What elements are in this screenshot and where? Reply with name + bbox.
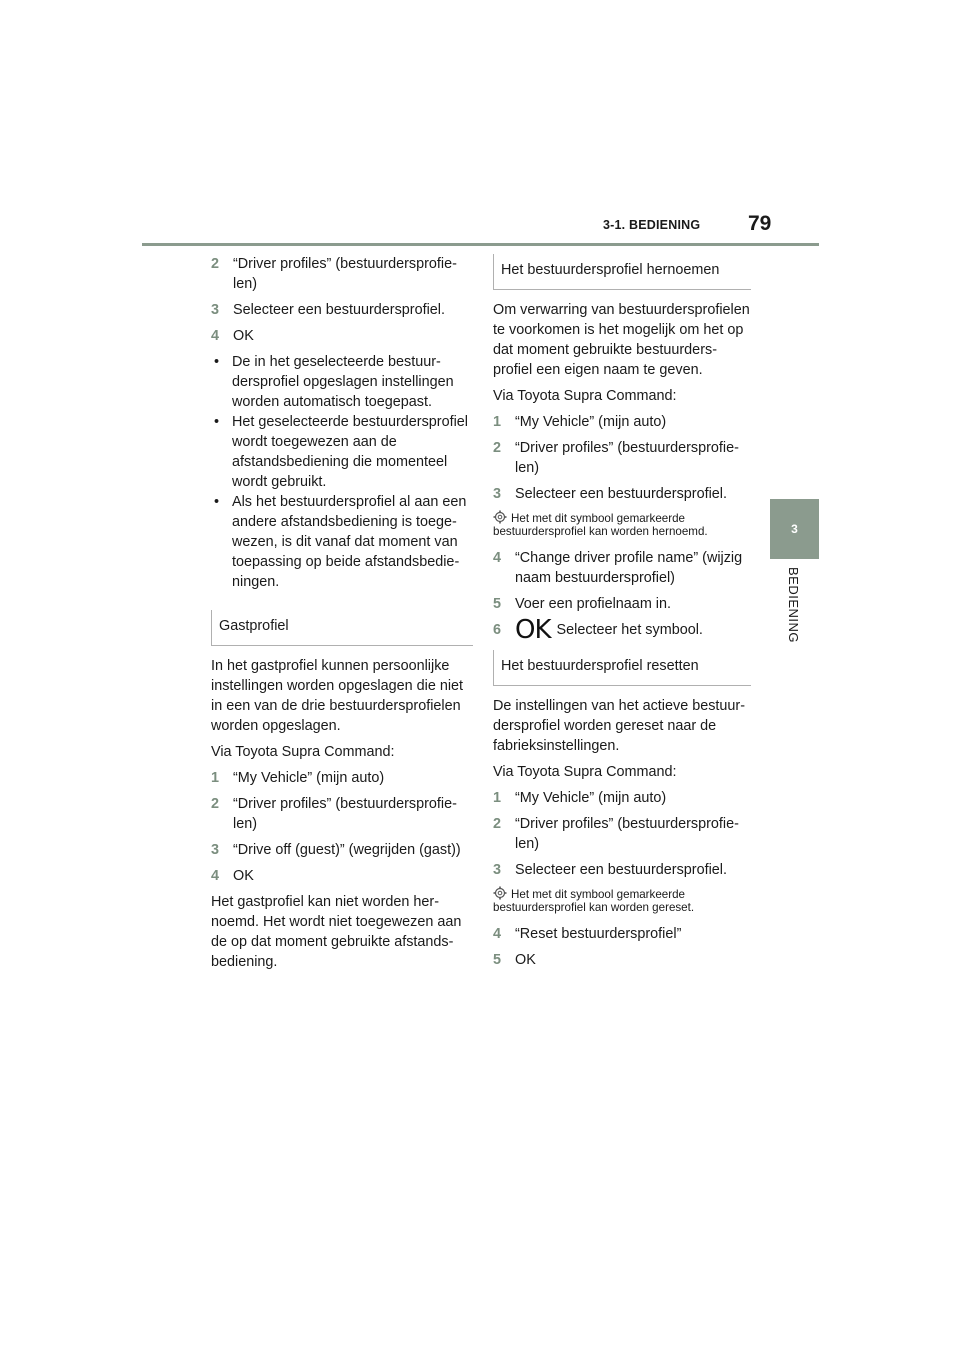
header-rule xyxy=(142,243,819,246)
step xyxy=(211,866,473,886)
bullet-text: Het geselecteerde bestuurdersprofiel wordt toegewezen aan de afstandsbediening die momenteel wordt gebruikt. xyxy=(232,414,468,490)
step-number: 3 xyxy=(493,862,502,878)
reset-intro: De instellingen van het actieve bestuurdersprofiel worden gereset naar de fabrieksinstellingen. xyxy=(493,698,745,754)
bullet-item xyxy=(211,412,473,492)
step-text: Selecteer een bestuurdersprofiel. xyxy=(515,862,727,878)
gear-icon xyxy=(493,886,507,900)
step-number: 5 xyxy=(493,952,502,968)
step xyxy=(493,438,751,478)
step-text: Selecteer een bestuurdersprofiel. xyxy=(515,486,727,502)
step-number: 4 xyxy=(493,926,502,942)
step-number: 3 xyxy=(493,486,502,502)
left-column xyxy=(211,254,473,978)
step-text: “My Vehicle” (mijn auto) xyxy=(233,770,385,786)
step xyxy=(493,412,751,432)
bullet-dot: • xyxy=(214,414,220,430)
step-number: 4 xyxy=(211,868,220,884)
section-header: 3-1. BEDIENING xyxy=(603,218,701,232)
step xyxy=(493,814,751,854)
step-number: 3 xyxy=(211,302,220,318)
bullet-item xyxy=(211,492,473,592)
step-text: OK xyxy=(233,868,254,884)
step xyxy=(493,788,751,808)
ok-step xyxy=(493,615,751,645)
step-number: 1 xyxy=(211,770,220,786)
step xyxy=(493,950,751,970)
step-number: 1 xyxy=(493,414,502,430)
section-heading-reset: Het bestuurdersprofiel resetten xyxy=(493,650,751,686)
rename-intro: Om verwarring van bestuurdersprofielen te voorkomen is het mogelijk om het op dat moment gebruikte bestuurdersprofiel een eigen naam te geven. xyxy=(493,302,750,378)
step-text: “My Vehicle” (mijn auto) xyxy=(515,790,667,806)
step-text: Selecteer het symbool. xyxy=(556,622,703,638)
right-column xyxy=(493,254,751,976)
bullet-text: De in het geselecteerde bestuurdersprofiel opgeslagen instellingen worden automatisch toegepast. xyxy=(232,354,454,410)
step xyxy=(211,840,473,860)
step-number: 6 xyxy=(493,622,502,638)
via-command: Via Toyota Supra Command: xyxy=(493,764,677,780)
step-number: 2 xyxy=(493,816,502,832)
page-number: 79 xyxy=(748,212,772,235)
bullet-item xyxy=(211,352,473,412)
step-number: 2 xyxy=(493,440,502,456)
guest-intro: In het gastprofiel kunnen persoonlijke instellingen worden opgeslagen die niet in een van de drie bestuurdersprofielen worden opgeslagen. xyxy=(211,658,464,734)
step-text: OK xyxy=(233,328,254,344)
chapter-side-label: BEDIENING xyxy=(786,567,801,644)
step-text: “Driver profiles” (bestuurdersprofielen) xyxy=(515,816,739,852)
rename-note-text: Het met dit symbool gemarkeerde bestuurdersprofiel kan worden hernoemd. xyxy=(493,512,708,538)
bullet-text: Als het bestuurdersprofiel al aan een andere afstandsbediening is toegewezen, is dit vanaf dat moment van toepassing op beide afstandsbedieningen. xyxy=(232,494,467,590)
section-heading-rename: Het bestuurdersprofiel hernoemen xyxy=(493,254,751,290)
step-text: “Driver profiles” (bestuurdersprofielen) xyxy=(233,796,457,832)
via-command: Via Toyota Supra Command: xyxy=(211,744,395,760)
step-text: Selecteer een bestuurdersprofiel. xyxy=(233,302,445,318)
step-text: “Change driver profile name” (wijzig naam bestuurdersprofiel) xyxy=(515,550,743,586)
step xyxy=(211,794,473,834)
step-text: “Driver profiles” (bestuurdersprofielen) xyxy=(233,256,457,292)
reset-note xyxy=(493,886,751,914)
step-number: 2 xyxy=(211,256,220,272)
bullet-dot: • xyxy=(214,354,220,370)
step xyxy=(211,254,473,294)
step-number: 4 xyxy=(493,550,502,566)
bullet-list xyxy=(211,352,473,592)
step-text: “Driver profiles” (bestuurdersprofielen) xyxy=(515,440,739,476)
step-number: 3 xyxy=(211,842,220,858)
step-text: Voer een profielnaam in. xyxy=(515,596,671,612)
section-heading-guest: Gastprofiel xyxy=(211,610,473,646)
guest-outro: Het gastprofiel kan niet worden hernoemd. Het wordt niet toegewezen aan de op dat moment gebruikte afstandsbediening. xyxy=(211,894,462,970)
step-number: 5 xyxy=(493,596,502,612)
step-number: 1 xyxy=(493,790,502,806)
step xyxy=(493,594,751,614)
step xyxy=(211,300,473,320)
step xyxy=(493,860,751,880)
ok-symbol-icon: OK xyxy=(515,615,551,645)
step-number: 2 xyxy=(211,796,220,812)
step xyxy=(493,548,751,588)
step-text: “Drive off (guest)” (wegrijden (gast)) xyxy=(233,842,461,858)
step-text: “My Vehicle” (mijn auto) xyxy=(515,414,667,430)
step xyxy=(211,768,473,788)
step xyxy=(493,484,751,504)
reset-note-text: Het met dit symbool gemarkeerde bestuurdersprofiel kan worden gereset. xyxy=(493,888,695,914)
chapter-tab: 3 xyxy=(770,499,819,559)
step xyxy=(493,924,751,944)
bullet-dot: • xyxy=(214,494,220,510)
step-text: OK xyxy=(515,952,536,968)
gear-icon xyxy=(493,510,507,524)
step-text: “Reset bestuurdersprofiel” xyxy=(515,926,682,942)
rename-note xyxy=(493,510,751,538)
step xyxy=(211,326,473,346)
via-command: Via Toyota Supra Command: xyxy=(493,388,677,404)
step-number: 4 xyxy=(211,328,220,344)
